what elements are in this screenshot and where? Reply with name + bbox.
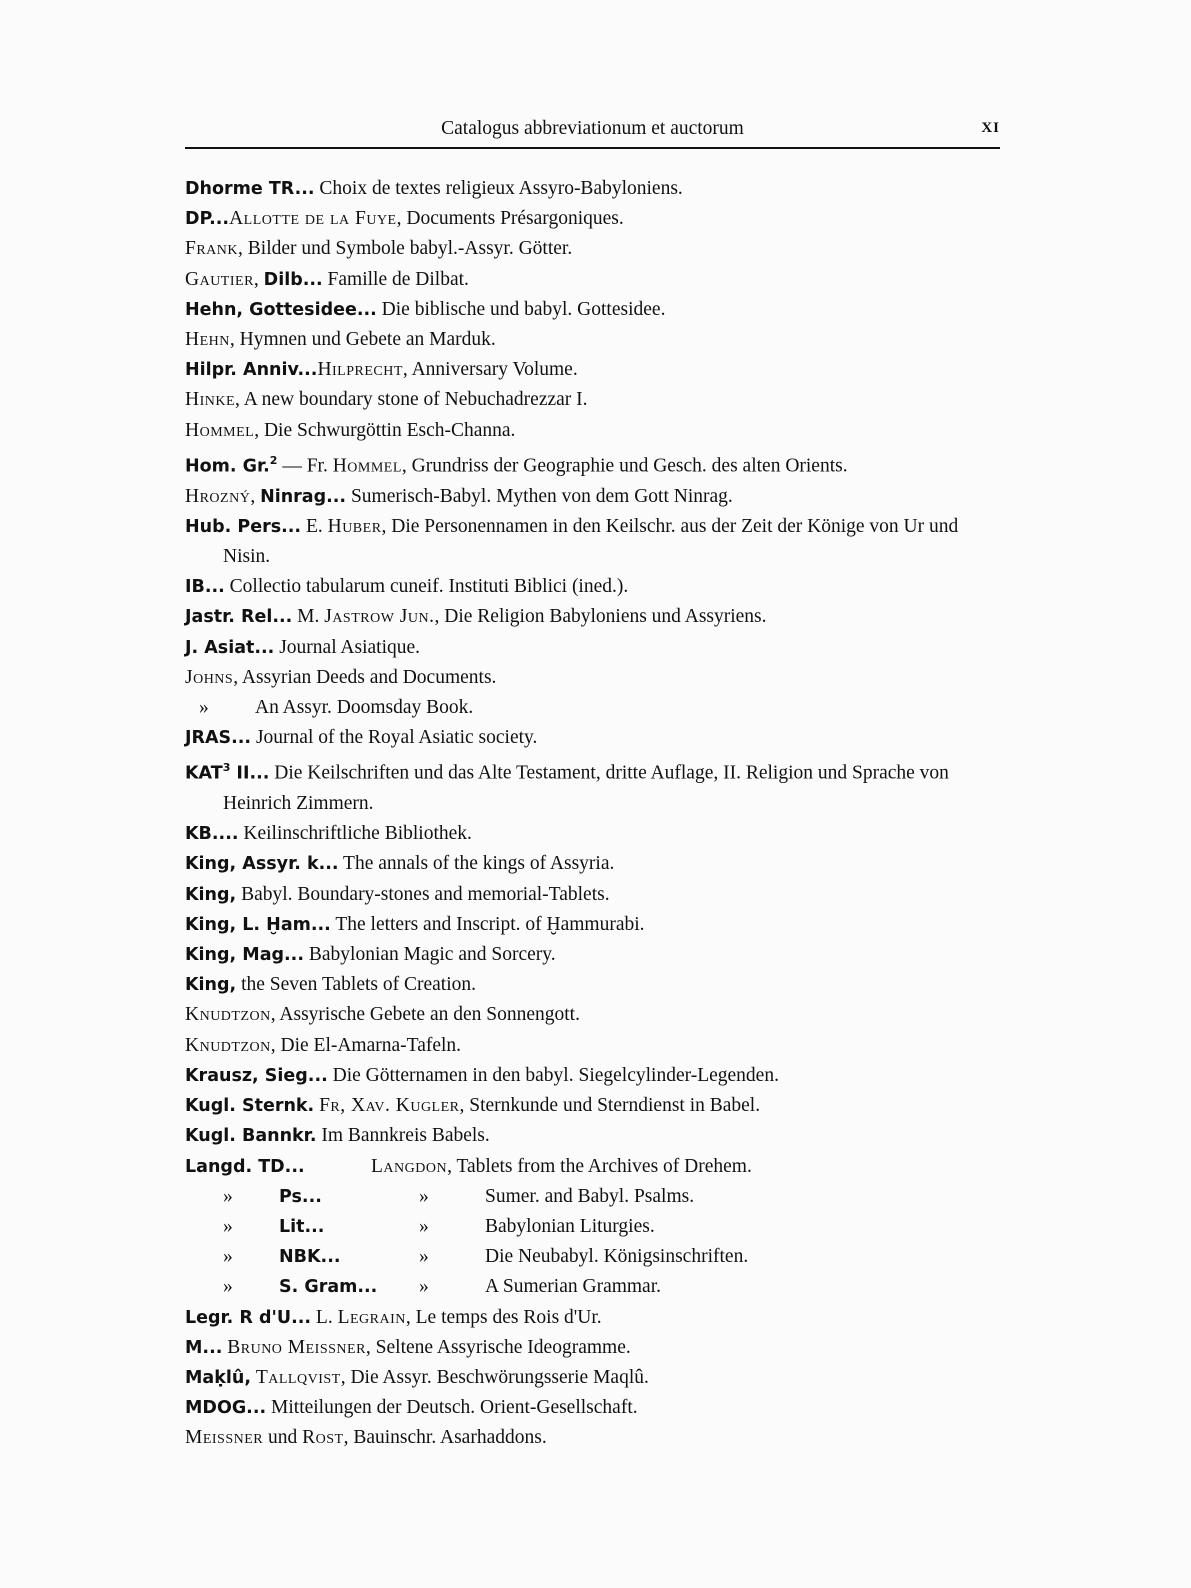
author-name: Meissner <box>185 1427 264 1449</box>
author-name: Knudtzon <box>185 1004 271 1026</box>
list-item <box>185 1423 1005 1453</box>
abbreviation: Ps... <box>279 1186 322 1207</box>
abbreviation: JRAS... <box>185 728 252 749</box>
entry-text: , Bilder und Symbole babyl.-Assyr. Götter. <box>238 238 573 260</box>
entry-text: Choix de textes religieux Assyro-Babyloniens. <box>314 178 683 199</box>
author-name: Langdon <box>371 1155 448 1177</box>
entry-text: , Assyrian Deeds and Documents. <box>233 666 497 688</box>
list-item <box>185 910 1005 940</box>
list-item-sub <box>185 1212 1005 1242</box>
ditto-mark-2: » <box>419 1185 429 1207</box>
abbreviation: J. Asiat... <box>185 637 275 658</box>
list-item <box>185 1061 1005 1091</box>
entry-text: Sumer. and Babyl. Psalms. <box>485 1185 695 1207</box>
entry-text: , Grundriss der Geographie und Gesch. des alten Orients. <box>401 455 848 477</box>
list-item <box>185 1303 1005 1333</box>
ditto-mark: » <box>223 1246 233 1268</box>
entry-text: , Documents Présargoniques. <box>396 208 624 230</box>
entry-text: Journal Asiatique. <box>274 636 421 658</box>
page-number: XI <box>981 120 1000 136</box>
abbreviation: Jastr. Rel... <box>185 607 293 628</box>
author-name: Allotte de la Fuye <box>229 208 397 230</box>
abbreviation: S. Gram... <box>279 1277 378 1298</box>
list-item <box>185 723 1005 753</box>
list-item-sub <box>185 1272 1005 1302</box>
abbreviation: DP... <box>185 209 230 230</box>
ditto-mark: » <box>199 696 209 718</box>
author-name: Fr, Xav. Kugler <box>319 1095 460 1117</box>
entry-text: Mitteilungen der Deutsch. Orient-Gesellschaft. <box>266 1397 638 1419</box>
list-item <box>185 204 1005 234</box>
page-header <box>185 116 1000 146</box>
entry-text-2: , Bauinschr. Asarhaddons. <box>343 1427 547 1449</box>
author-name: Knudtzon <box>185 1034 271 1056</box>
abbreviation: NBK... <box>279 1247 341 1268</box>
entry-text: , Tablets from the Archives of Drehem. <box>447 1155 752 1177</box>
abbreviation: King, Assyr. k... <box>185 854 339 875</box>
entry-text: , Die El-Amarna-Tafeln. <box>270 1034 462 1056</box>
abbreviation: Kugl. Sternk. <box>185 1096 315 1117</box>
abbreviation: King, <box>185 884 237 905</box>
author-name: Legrain <box>337 1306 406 1328</box>
list-item <box>185 1031 1005 1061</box>
list-item <box>185 174 1005 204</box>
ditto-mark: » <box>223 1276 233 1298</box>
entry-text: Im Bannkreis Babels. <box>316 1125 490 1147</box>
entry-text: Die Keilschriften und das Alte Testament, dritte Auflage, II. Religion und Sprache von Heinrich Zimmern. <box>223 762 949 815</box>
list-item-langdon <box>185 1152 1005 1182</box>
list-item <box>185 446 1005 482</box>
list-item <box>185 416 1005 446</box>
list-item-sub <box>185 1242 1005 1272</box>
list-item <box>185 1121 1005 1151</box>
entry-text: , Le temps des Rois d'Ur. <box>405 1306 602 1328</box>
list-item <box>185 940 1005 970</box>
list-item <box>185 693 1005 723</box>
author-name: Hehn <box>185 329 230 351</box>
list-item: Gautier, Dilb... Famille de Dilbat. <box>185 268 469 290</box>
list-item <box>185 572 1005 602</box>
list-item <box>185 970 1005 1000</box>
list-item <box>185 295 1005 325</box>
list-item <box>185 1091 1005 1121</box>
entry-text: Babylonian Liturgies. <box>485 1215 655 1237</box>
list-item <box>185 1393 1005 1423</box>
abbreviation: Legr. R d'U... <box>185 1307 312 1328</box>
author-name: Hommel <box>332 455 402 477</box>
abbreviation: KAT <box>185 763 223 784</box>
entry-text: , Die Personennamen in den Keilschr. aus der Zeit der Könige von Ur und Nisin. <box>223 515 959 567</box>
abbreviation: M... <box>185 1337 223 1358</box>
entry-prefix: — Fr. <box>277 455 333 477</box>
abbreviation: Hub. Pers... <box>185 516 302 537</box>
list-item <box>185 1000 1005 1030</box>
author-name: Hilprecht <box>317 359 403 381</box>
abbreviation: King, <box>185 975 237 996</box>
list-item <box>185 880 1005 910</box>
abbreviation: MDOG... <box>185 1398 267 1419</box>
list-item <box>185 849 1005 879</box>
author-name: Tallqvist <box>255 1366 341 1388</box>
header-rule <box>185 147 1000 149</box>
author-name: Frank <box>185 238 239 260</box>
author-name: Gautier <box>185 268 254 290</box>
list-item <box>185 602 1005 632</box>
abbreviation: King, L. Ḫam... <box>185 914 331 935</box>
entry-text: , Seltene Assyrische Ideogramme. <box>365 1336 631 1358</box>
abbreviation: Maḳlû, <box>185 1367 251 1388</box>
ditto-mark: » <box>223 1185 233 1207</box>
abbreviation: Lit... <box>279 1216 325 1237</box>
superscript: 2 <box>269 453 278 467</box>
abbreviation: KB.... <box>185 824 239 845</box>
entry-text: , Hymnen und Gebete an Marduk. <box>229 329 496 351</box>
entry-text: Die biblische und babyl. Gottesidee. <box>376 298 666 320</box>
superscript: 3 <box>222 761 231 775</box>
author-name: Jastrow Jun. <box>324 606 435 628</box>
entry-text: , Die Religion Babyloniens und Assyriens. <box>434 606 767 628</box>
abbreviation: Krausz, Sieg... <box>185 1065 328 1086</box>
abbreviation: Kugl. Bannkr. <box>185 1126 317 1147</box>
entry-text: An Assyr. Doomsday Book. <box>255 696 474 718</box>
entry-text: Journal of the Royal Asiatic society. <box>251 727 538 749</box>
list-item: Hrozný, Ninrag... Sumerisch-Babyl. Mythen von dem Gott Ninrag. <box>185 485 733 507</box>
entry-text: Babylonian Magic and Sorcery. <box>303 944 556 966</box>
entry-text: Collectio tabularum cuneif. Instituti Biblici (ined.). <box>224 576 629 598</box>
author-name-2: Rost <box>302 1427 344 1449</box>
entry-text: the Seven Tablets of Creation. <box>236 974 477 996</box>
list-item-sub <box>185 1182 1005 1212</box>
entry-text: , Anniversary Volume. <box>402 359 578 381</box>
list-item <box>185 1333 1005 1363</box>
list-item <box>185 633 1005 663</box>
author-name: Huber <box>327 515 382 537</box>
entry-text: , Die Schwurgöttin Esch-Channa. <box>254 419 516 441</box>
list-item <box>185 1363 1005 1393</box>
entry-text: , Assyrische Gebete an den Sonnengott. <box>270 1004 580 1026</box>
entry-text: Babyl. Boundary-stones and memorial-Tablets. <box>236 883 610 905</box>
abbreviation-cont: II... <box>230 763 270 784</box>
author-name: Johns <box>185 666 234 688</box>
entry-text: Famille de Dilbat. <box>322 268 469 290</box>
ditto-mark: » <box>223 1215 233 1237</box>
ditto-mark-2: » <box>419 1246 429 1268</box>
list-item <box>185 234 1005 264</box>
page-title: Catalogus abbreviationum et auctorum <box>441 118 744 139</box>
entry-text: Die Götternamen in den babyl. Siegelcylinder-Legenden. <box>327 1064 779 1086</box>
entry-text: Die Neubabyl. Königsinschriften. <box>485 1246 749 1268</box>
abbreviation: Hom. Gr. <box>185 456 270 477</box>
ditto-mark-2: » <box>419 1276 429 1298</box>
entry-text: , A new boundary stone of Nebuchadrezzar I. <box>235 389 588 411</box>
entry-text: Sumerisch-Babyl. Mythen von dem Gott Ninrag. <box>346 485 733 507</box>
abbreviation: King, Mag... <box>185 945 304 966</box>
abbreviation: Langd. TD... <box>185 1156 305 1177</box>
list-item <box>185 663 1005 693</box>
author-name: Hommel <box>185 419 255 441</box>
entry-text: , Sternkunde und Sterndienst in Babel. <box>459 1095 761 1117</box>
author-name: Hrozný <box>185 485 251 507</box>
entry-text: Keilinschriftliche Bibliothek. <box>238 823 472 845</box>
entry-prefix: E. <box>301 515 328 537</box>
abbreviation: Hehn, Gottesidee... <box>185 299 377 320</box>
abbreviation: Dhorme TR... <box>185 179 315 199</box>
list-item <box>185 325 1005 355</box>
entry-text: und <box>263 1427 303 1449</box>
abbreviation: Ninrag... <box>260 486 347 507</box>
entry-prefix: L. <box>311 1306 338 1328</box>
author-name: Bruno Meissner <box>227 1336 366 1358</box>
list-item <box>185 355 1005 385</box>
author-name: Hinke <box>185 389 236 411</box>
abbreviation-list <box>185 174 1005 1454</box>
abbreviation: Hilpr. Anniv... <box>185 360 318 381</box>
ditto-mark-2: » <box>419 1215 429 1237</box>
list-item <box>185 753 1005 819</box>
entry-text: A Sumerian Grammar. <box>485 1276 662 1298</box>
entry-text: The annals of the kings of Assyria. <box>338 853 615 875</box>
abbreviation: IB... <box>185 577 225 598</box>
entry-text: The letters and Inscript. of Ḫammurabi. <box>330 913 645 935</box>
entry-prefix: M. <box>292 606 325 628</box>
entry-text: , Die Assyr. Beschwörungsserie Maqlû. <box>340 1366 649 1388</box>
abbreviation: Dilb... <box>263 269 323 290</box>
list-item <box>185 385 1005 415</box>
list-item <box>185 819 1005 849</box>
list-item <box>185 512 1005 572</box>
